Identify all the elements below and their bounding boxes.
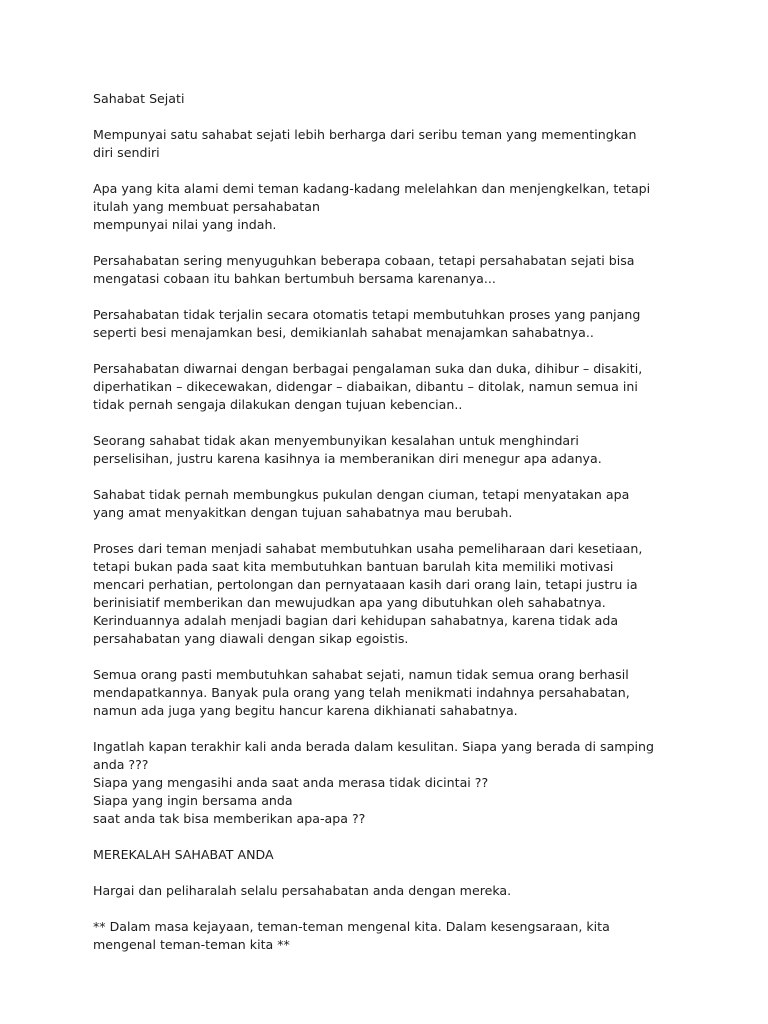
paragraph [93, 432, 693, 468]
paragraph-line: mencari perhatian, pertolongan dan pernyataaan kasih dari orang lain, tetapi justru ia [93, 577, 638, 592]
paragraph-line: mengatasi cobaan itu bahkan bertumbuh bersama karenanya... [93, 271, 496, 286]
paragraph-line: perselisihan, justru karena kasihnya ia memberanikan diri menegur apa adanya. [93, 451, 602, 466]
paragraph-line: tetapi bukan pada saat kita membutuhkan bantuan barulah kita memiliki motivasi [93, 559, 614, 574]
paragraph [93, 882, 693, 900]
paragraph-line: Persahabatan tidak terjalin secara otomatis tetapi membutuhkan proses yang panjang [93, 307, 641, 322]
paragraph-line: mempunyai nilai yang indah. [93, 217, 277, 232]
paragraph-line: tidak pernah sengaja dilakukan dengan tujuan kebencian.. [93, 397, 463, 412]
paragraph-line: Siapa yang ingin bersama anda [93, 793, 293, 808]
paragraph-line: seperti besi menajamkan besi, demikianlah sahabat menajamkan sahabatnya.. [93, 325, 594, 340]
paragraph-line: saat anda tak bisa memberikan apa-apa ?? [93, 811, 366, 826]
paragraph [93, 540, 693, 648]
paragraph-line: namun ada juga yang begitu hancur karena dikhianati sahabatnya. [93, 703, 518, 718]
paragraph-line: mendapatkannya. Banyak pula orang yang telah menikmati indahnya persahabatan, [93, 685, 630, 700]
paragraph-line: berinisiatif memberikan dan mewujudkan apa yang dibutuhkan oleh sahabatnya. [93, 595, 606, 610]
document-page [93, 90, 693, 972]
paragraph-line: Semua orang pasti membutuhkan sahabat sejati, namun tidak semua orang berhasil [93, 667, 629, 682]
document-body [93, 126, 693, 954]
paragraph-line: ** Dalam masa kejayaan, teman-teman mengenal kita. Dalam kesengsaraan, kita [93, 919, 610, 934]
paragraph [93, 180, 693, 234]
paragraph-line: Mempunyai satu sahabat sejati lebih berharga dari seribu teman yang mementingkan [93, 127, 637, 142]
paragraph-line: diri sendiri [93, 145, 160, 160]
paragraph [93, 126, 693, 162]
paragraph [93, 486, 693, 522]
paragraph-line: Hargai dan peliharalah selalu persahabatan anda dengan mereka. [93, 883, 512, 898]
paragraph-line: persahabatan yang diawali dengan sikap egoistis. [93, 631, 409, 646]
paragraph [93, 360, 693, 414]
paragraph [93, 846, 693, 864]
paragraph-line: Sahabat tidak pernah membungkus pukulan dengan ciuman, tetapi menyatakan apa [93, 487, 630, 502]
paragraph-line: Persahabatan sering menyuguhkan beberapa cobaan, tetapi persahabatan sejati bisa [93, 253, 635, 268]
paragraph-line: mengenal teman-teman kita ** [93, 937, 290, 952]
paragraph-line: Apa yang kita alami demi teman kadang-kadang melelahkan dan menjengkelkan, tetapi [93, 181, 651, 196]
paragraph-line: Proses dari teman menjadi sahabat membutuhkan usaha pemeliharaan dari kesetiaan, [93, 541, 643, 556]
paragraph [93, 738, 693, 828]
paragraph-line: Siapa yang mengasihi anda saat anda merasa tidak dicintai ?? [93, 775, 489, 790]
paragraph-line: diperhatikan – dikecewakan, didengar – diabaikan, dibantu – ditolak, namun semua ini [93, 379, 638, 394]
paragraph [93, 252, 693, 288]
paragraph [93, 918, 693, 954]
paragraph-line: Ingatlah kapan terakhir kali anda berada dalam kesulitan. Siapa yang berada di samping [93, 739, 655, 754]
paragraph-line: yang amat menyakitkan dengan tujuan sahabatnya mau berubah. [93, 505, 513, 520]
paragraph-line: itulah yang membuat persahabatan [93, 199, 320, 214]
paragraph-line: Persahabatan diwarnai dengan berbagai pengalaman suka dan duka, dihibur – disakiti, [93, 361, 643, 376]
paragraph [93, 666, 693, 720]
paragraph-line: MEREKALAH SAHABAT ANDA [93, 847, 274, 862]
paragraph-line: Kerinduannya adalah menjadi bagian dari kehidupan sahabatnya, karena tidak ada [93, 613, 619, 628]
paragraph-line: Seorang sahabat tidak akan menyembunyikan kesalahan untuk menghindari [93, 433, 579, 448]
paragraph-line: anda ??? [93, 757, 149, 772]
paragraph [93, 306, 693, 342]
document-title: Sahabat Sejati [93, 91, 185, 106]
